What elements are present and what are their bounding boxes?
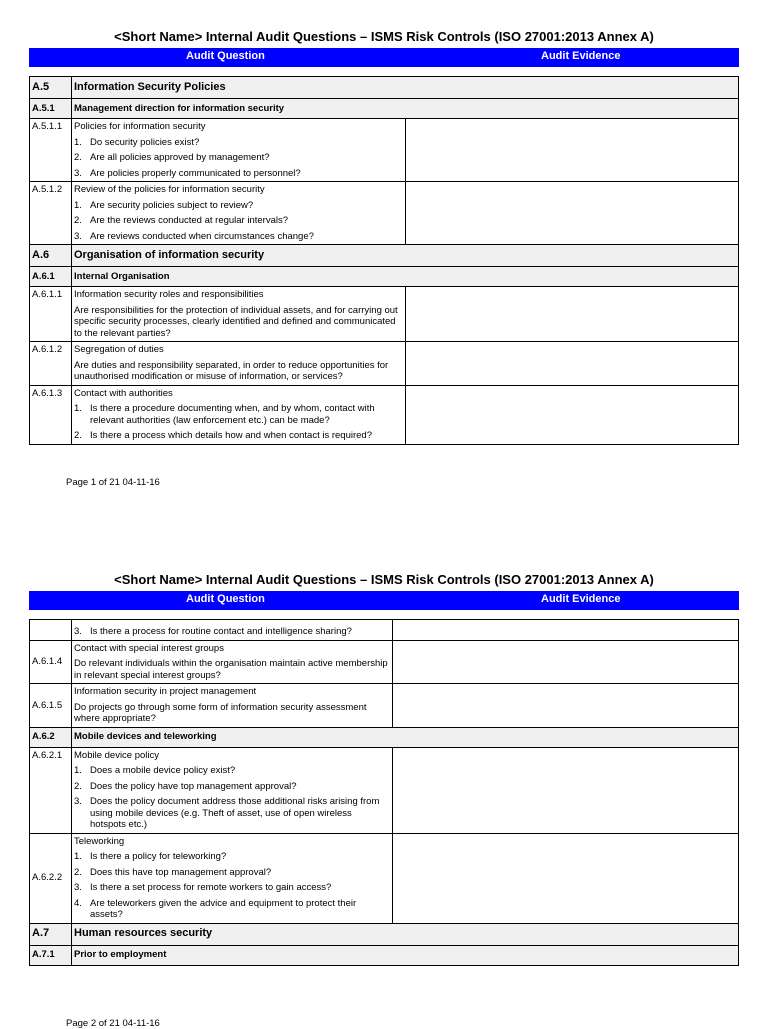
item-number: 4. (74, 897, 82, 909)
control-title: Review of the policies for information security (74, 184, 265, 195)
item-number: 1. (74, 851, 82, 862)
audit-evidence-cell (393, 620, 739, 641)
section-id: A.5.1 (30, 99, 72, 119)
control-id: A.6.1.5 (30, 684, 72, 728)
section-row (30, 923, 739, 945)
item-text: Does the policy document address those additional risks arising from using mobile devices (e.g. Theft of asset, use of open wireless hotspots etc.) (90, 796, 380, 830)
item-text: Is there a procedure documenting when, and by whom, contact with relevant authorities (law enforcement etc.) can be made? (90, 403, 375, 426)
column-header-evidence: Audit Evidence (541, 50, 621, 62)
audit-evidence-cell (393, 833, 739, 923)
audit-question-cell (72, 620, 393, 641)
question-item (74, 626, 390, 638)
question-text: Do relevant individuals within the organisation maintain active membership in relevant special interest groups? (74, 658, 388, 681)
section-id: A.7 (30, 923, 72, 945)
question-item (74, 765, 390, 777)
control-title: Contact with special interest groups (74, 642, 224, 654)
item-text: Are all policies approved by management? (90, 152, 270, 163)
audit-question-cell (72, 684, 393, 728)
section-id: A.5 (30, 77, 72, 99)
page-title: <Short Name> Internal Audit Questions – ISMS Risk Controls (ISO 27001:2013 Annex A) (114, 572, 654, 587)
item-text: Is there a process for routine contact and intelligence sharing? (90, 626, 352, 637)
item-text: Is there a policy for teleworking? (90, 851, 227, 862)
item-text: Are the reviews conducted at regular intervals? (90, 215, 289, 226)
column-header-question: Audit Question (186, 50, 265, 62)
item-number: 1. (74, 765, 82, 776)
question-item (74, 867, 390, 879)
audit-question-cell (72, 833, 393, 923)
item-text: Are security policies subject to review? (90, 199, 254, 211)
section-id: A.6.2 (30, 727, 72, 747)
item-number: 1. (74, 136, 82, 148)
control-title: Information security roles and responsibilities (74, 289, 264, 300)
item-text: Is there a set process for remote workers to gain access? (90, 882, 332, 893)
control-title: Contact with authorities (74, 387, 173, 399)
control-row (30, 833, 739, 923)
item-text: Are reviews conducted when circumstances change? (90, 230, 314, 242)
audit-evidence-cell (393, 684, 739, 728)
item-number: 1. (74, 199, 82, 211)
control-row (30, 620, 739, 641)
item-text: Is there a process which details how and when contact is required? (90, 430, 372, 441)
control-id (30, 620, 72, 641)
subsection-row (30, 727, 739, 747)
control-title: Information security in project management (74, 686, 257, 697)
item-number: 3. (74, 882, 82, 893)
section-label: Mobile devices and teleworking (72, 727, 739, 747)
section-id: A.6 (30, 245, 72, 267)
control-id: A.6.1.2 (30, 342, 72, 386)
control-title: Segregation of duties (74, 344, 164, 355)
page-footer: Page 1 of 21 04-11-16 (66, 477, 160, 488)
item-number: 3. (74, 167, 82, 179)
control-title: Policies for information security (74, 121, 206, 132)
page-title: <Short Name> Internal Audit Questions – ISMS Risk Controls (ISO 27001:2013 Annex A) (114, 29, 654, 44)
audit-table (29, 619, 739, 966)
item-number: 2. (74, 866, 82, 878)
item-number: 3. (74, 796, 82, 807)
column-header-evidence: Audit Evidence (541, 593, 621, 605)
question-text: Are duties and responsibility separated, in order to reduce opportunities for unauthorised modification or misuse of information, or services? (74, 359, 389, 382)
control-row (30, 684, 739, 728)
control-id: A.6.2.2 (30, 833, 72, 923)
control-row (30, 640, 739, 684)
audit-evidence-cell (393, 640, 739, 684)
section-label: Human resources security (72, 923, 739, 945)
section-id: A.6.1 (30, 267, 72, 287)
item-text: Are policies properly communicated to personnel? (90, 167, 301, 179)
control-id: A.6.1.1 (30, 287, 72, 342)
column-header-bar (29, 591, 739, 610)
item-number: 2. (74, 152, 82, 163)
item-text: Does a mobile device policy exist? (90, 765, 236, 776)
item-number: 3. (74, 626, 82, 637)
section-label: Organisation of information security (72, 245, 739, 267)
section-label: Prior to employment (72, 945, 739, 965)
question-item (74, 851, 390, 863)
item-number: 3. (74, 230, 82, 242)
item-number: 1. (74, 403, 82, 414)
control-id: A.5.1.1 (30, 119, 72, 182)
section-label: Information Security Policies (72, 77, 739, 99)
page-footer: Page 2 of 21 04-11-16 (66, 1018, 160, 1029)
question-item (74, 781, 390, 793)
control-id: A.6.1.3 (30, 385, 72, 444)
item-number: 2. (74, 215, 82, 226)
item-text: Are teleworkers given the advice and equipment to protect their assets? (90, 897, 357, 920)
question-text: Do projects go through some form of information security assessment where appropriate? (74, 701, 367, 724)
item-number: 2. (74, 780, 82, 792)
item-text: Do security policies exist? (90, 136, 200, 148)
audit-evidence-cell (393, 747, 739, 833)
question-item (74, 898, 390, 921)
control-title: Teleworking (74, 835, 125, 847)
control-id: A.6.1.4 (30, 640, 72, 684)
question-item (74, 882, 390, 894)
item-number: 2. (74, 430, 82, 441)
audit-question-cell (72, 747, 393, 833)
section-id: A.7.1 (30, 945, 72, 965)
subsection-row (30, 945, 739, 965)
audit-question-cell (72, 640, 393, 684)
column-header-question: Audit Question (186, 593, 265, 605)
control-id: A.6.2.1 (30, 747, 72, 833)
control-id: A.5.1.2 (30, 182, 72, 245)
section-label: Management direction for information security (72, 99, 739, 119)
question-text: Are responsibilities for the protection of individual assets, and for carrying out specific security processes, clearly identified and defined and communicated to the relevant parties? (74, 304, 398, 339)
control-row (30, 747, 739, 833)
control-title: Mobile device policy (74, 749, 160, 761)
question-item (74, 796, 390, 831)
section-label: Internal Organisation (72, 267, 739, 287)
item-text: Does the policy have top management approval? (90, 780, 297, 792)
item-text: Does this have top management approval? (90, 866, 272, 878)
